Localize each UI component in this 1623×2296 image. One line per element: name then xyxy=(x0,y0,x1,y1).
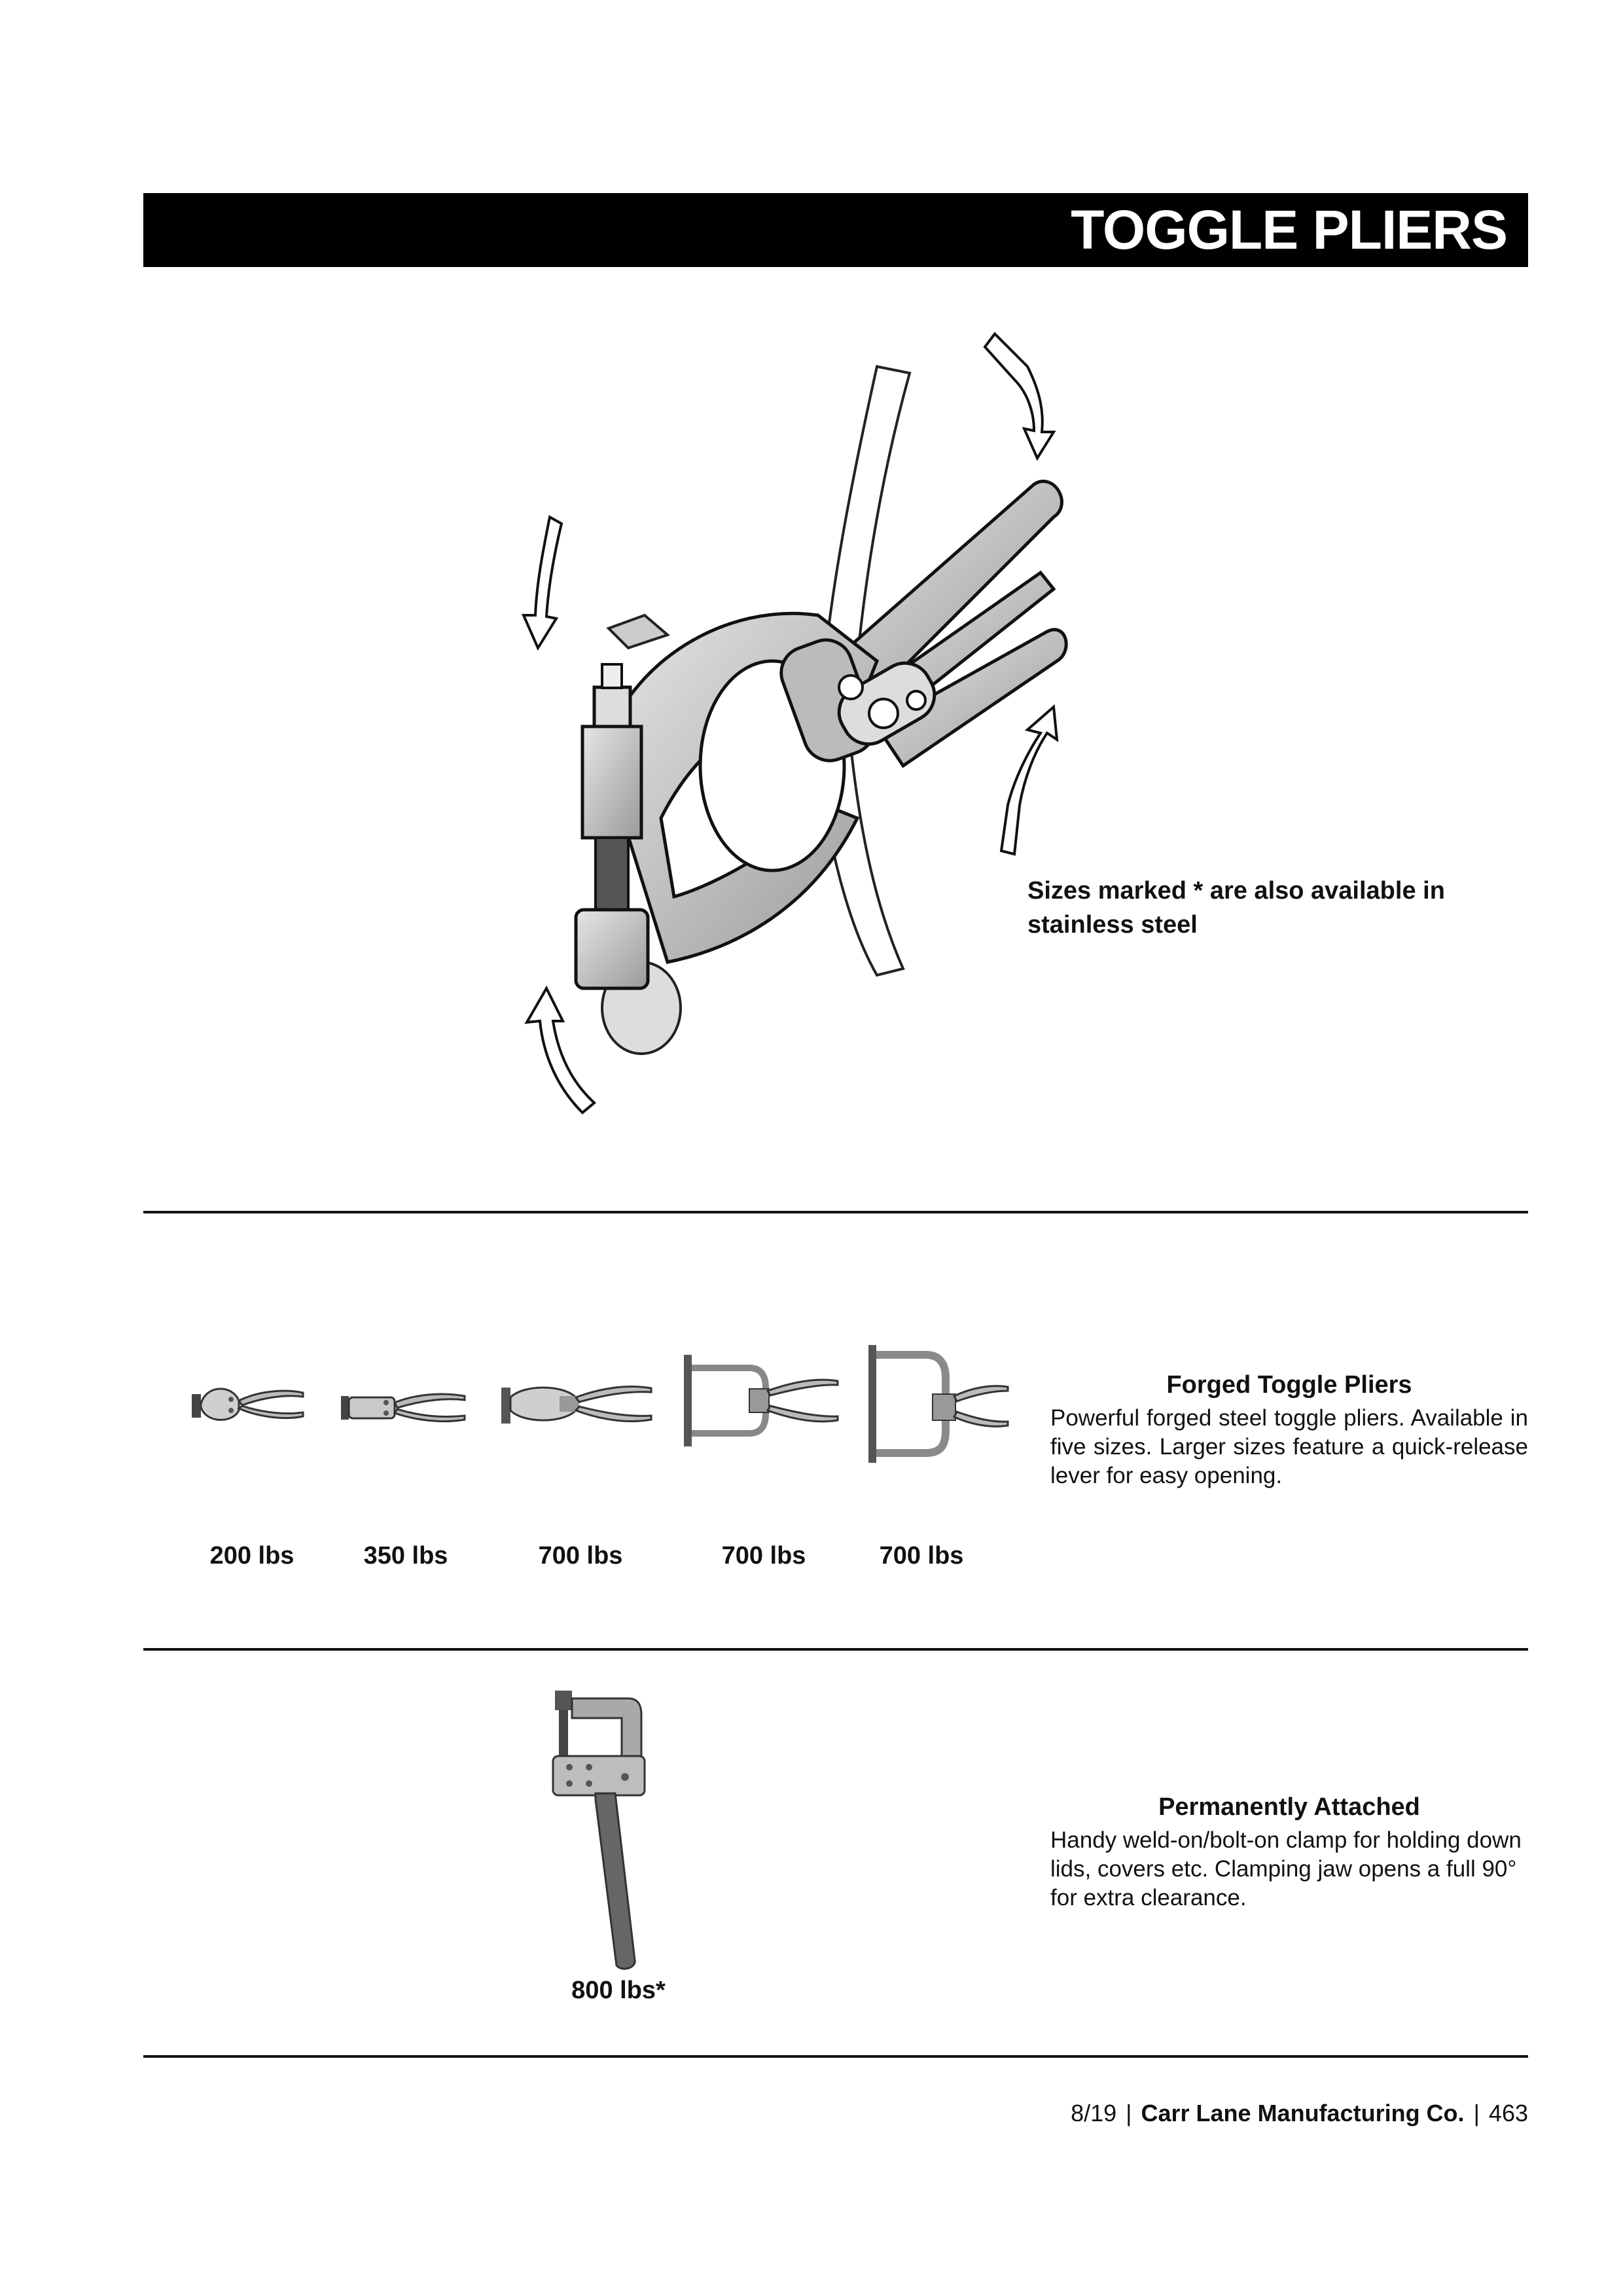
plier-700b-image xyxy=(677,1348,841,1453)
stainless-note: Sizes marked * are also available in stainless steel xyxy=(1027,877,1445,939)
page-title: TOGGLE PLIERS xyxy=(1071,199,1507,260)
page-footer: 8/19 | Carr Lane Manufacturing Co. | 463 xyxy=(1071,2100,1528,2126)
divider-3 xyxy=(143,2055,1528,2058)
plier-350-image xyxy=(337,1378,468,1433)
permanent-section-description: Handy weld-on/bolt-on clamp for holding down lids, covers etc. Clamping jaw opens a full 90° for extra clearance. xyxy=(1050,1827,1522,1910)
toggle-pliers-illustration xyxy=(510,321,1099,1132)
footer-page-number: 463 xyxy=(1488,2100,1528,2126)
size-label-4: 700 lbs xyxy=(721,1542,806,1570)
permanent-clamp-image xyxy=(543,1685,654,1980)
divider-1 xyxy=(143,1211,1528,1213)
size-label-5: 700 lbs xyxy=(879,1542,964,1570)
divider-2 xyxy=(143,1648,1528,1651)
plier-700c-image xyxy=(861,1338,1011,1469)
permanent-section-title: Permanently Attached xyxy=(1158,1793,1420,1821)
footer-date: 8/19 xyxy=(1071,2100,1117,2126)
plier-200-image xyxy=(187,1374,308,1433)
footer-company: Carr Lane Manufacturing Co. xyxy=(1141,2100,1465,2126)
title-bar xyxy=(143,193,1528,267)
size-label-2: 350 lbs xyxy=(363,1542,448,1570)
forged-section-description: Powerful forged steel toggle pliers. Available in five sizes. Larger sizes feature a quick-release lever for easy opening. xyxy=(1050,1405,1528,1488)
forged-section-title: Forged Toggle Pliers xyxy=(1166,1371,1412,1399)
size-label-3: 700 lbs xyxy=(538,1542,623,1570)
permanent-size-label: 800 lbs* xyxy=(571,1977,666,2004)
plier-700a-image xyxy=(497,1371,654,1437)
size-label-1: 200 lbs xyxy=(209,1542,294,1570)
